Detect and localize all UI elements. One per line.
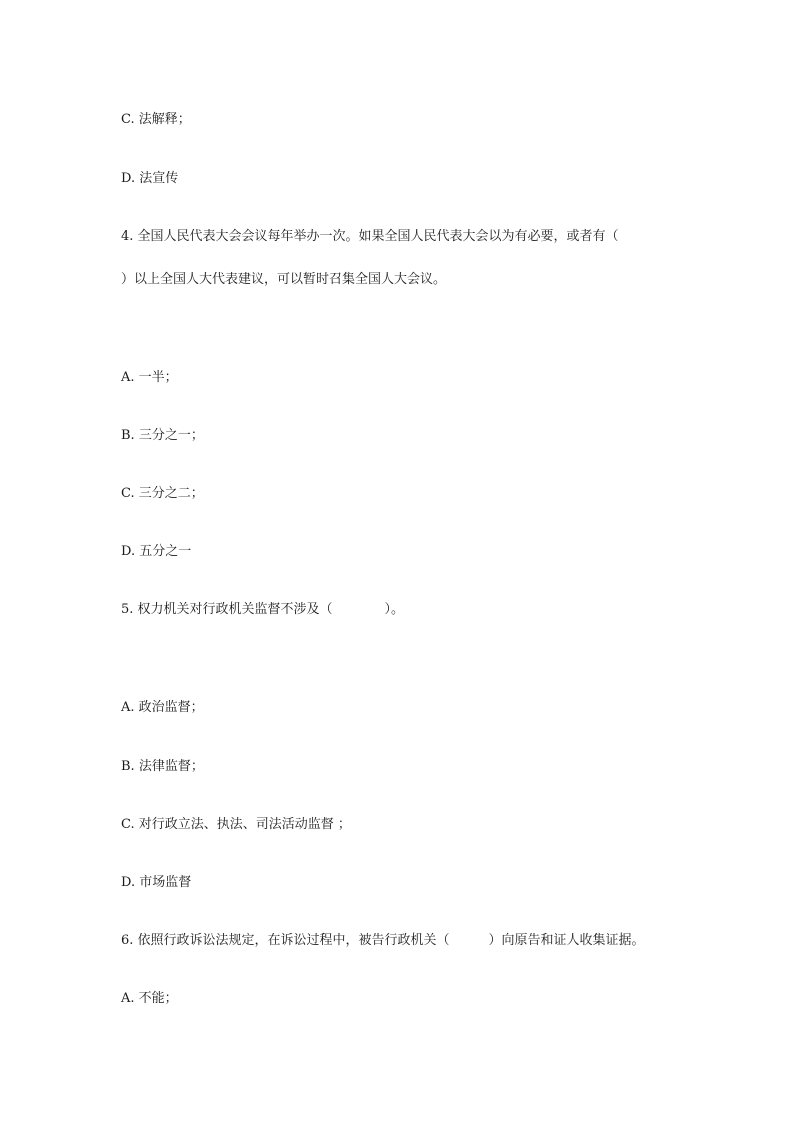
option-d-q4: D. 五分之一: [121, 544, 192, 559]
option-c-q3: C. 法解释；: [121, 112, 191, 127]
option-a-q4: A. 一半；: [121, 370, 178, 385]
question-6: 6. 依照行政诉讼法规定，在诉讼过程中，被告行政机关（ ）向原告和证人收集证据。: [121, 933, 645, 948]
option-d-q5: D. 市场监督: [121, 875, 192, 890]
option-c-q5: C. 对行政立法、执法、司法活动监督 ；: [121, 817, 351, 832]
question-4-line-1: 4. 全国人民代表大会会议每年举办一次。如果全国人民代表大会以为有必要，或者有（: [121, 229, 619, 244]
option-b-q4: B. 三分之一；: [121, 428, 204, 443]
option-d-q3: D. 法宣传: [121, 171, 179, 186]
option-a-q6: A. 不能；: [121, 991, 178, 1006]
option-c-q4: C. 三分之二；: [121, 486, 204, 501]
option-a-q5: A. 政治监督；: [121, 700, 204, 715]
question-4-line-2: ）以上全国人大代表建议，可以暂时召集全国人大会议。: [121, 272, 447, 287]
question-5: 5. 权力机关对行政机关监督不涉及（ ）。: [121, 602, 405, 617]
option-b-q5: B. 法律监督；: [121, 759, 204, 774]
